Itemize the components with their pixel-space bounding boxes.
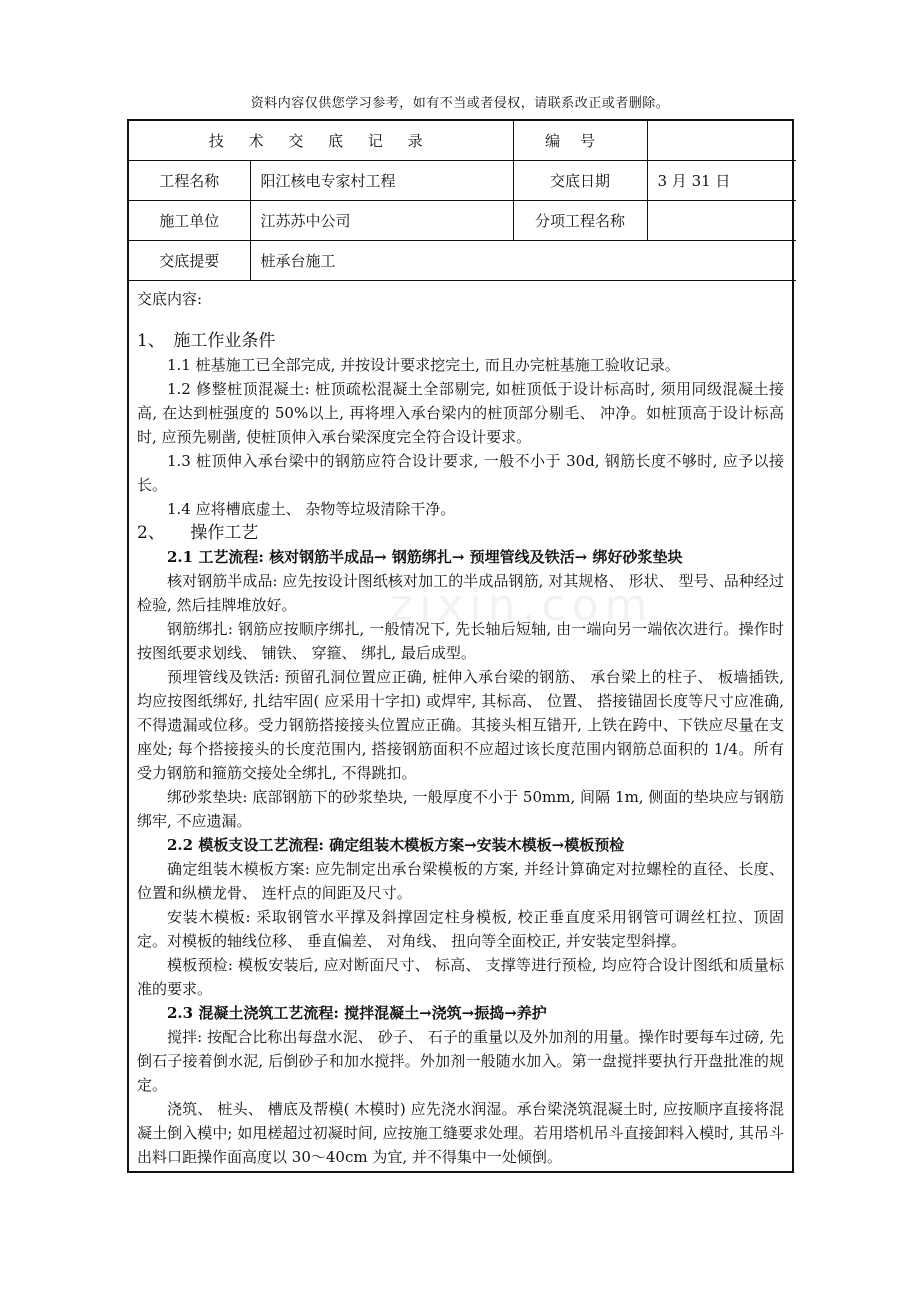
subproject-label: 分项工程名称	[513, 201, 647, 241]
content-lead: 交底内容:	[137, 290, 203, 308]
subsection-heading: 2.1 工艺流程: 核对钢筋半成品→ 钢筋绑扎→ 预埋管线及铁活→ 绑好砂浆垫块	[167, 548, 683, 566]
date-label: 交底日期	[513, 161, 647, 201]
disclosure-record-form	[127, 119, 794, 1173]
section-heading: 1、 施工作业条件	[137, 331, 276, 351]
paragraph: 1.3 桩顶伸入承台梁中的钢筋应符合设计要求, 一般不小于 30d, 钢筋长度不够时, 应予以接长。	[137, 452, 784, 494]
paragraph: 搅拌: 按配合比称出每盘水泥、 砂子、 石子的重量以及外加剂的用量。操作时要每车过磅, 先倒石子接着倒水泥, 后倒砂子和加水搅拌。外加剂一般随水加入。第一盘搅拌要执行开盘批准的规定。	[137, 1028, 784, 1094]
form-title: 技 术 交 底 记 录	[129, 121, 513, 161]
paragraph: 钢筋绑扎: 钢筋应按顺序绑扎, 一般情况下, 先长轴后短轴, 由一端向另一端依次进行。操作时按图纸要求划线、 铺铁、 穿箍、 绑扎, 最后成型。	[137, 620, 784, 662]
unit-label: 施工单位	[129, 201, 250, 241]
disclosure-content	[129, 281, 792, 1169]
subsection-heading: 2.2 模板支设工艺流程: 确定组装木模板方案→安装木模板→模板预检	[167, 836, 625, 854]
project-label: 工程名称	[129, 161, 250, 201]
paragraph: 核对钢筋半成品: 应先按设计图纸核对加工的半成品钢筋, 对其规格、 形状、 型号、品种经过检验, 然后挂牌堆放好。	[137, 572, 784, 614]
paragraph: 模板预检: 模板安装后, 应对断面尺寸、 标高、 支撑等进行预检, 均应符合设计图纸和质量标准的要求。	[137, 956, 784, 998]
date-value: 3 月 31 日	[647, 161, 796, 201]
paragraph: 1.4 应将槽底虚土、 杂物等垃圾清除干净。	[167, 500, 456, 518]
paragraph: 浇筑、 桩头、 槽底及帮模( 木模时) 应先浇水润湿。承台梁浇筑混凝土时, 应按顺序直接将混凝土倒入模中; 如甩槎超过初凝时间, 应按施工缝要求处理。若用塔机吊斗直接卸料入模时, 其吊斗出料口距操作面高度以 30～40cm 为宜, 并不得集中一处倾倒。	[137, 1100, 784, 1166]
summary-label: 交底提要	[129, 241, 250, 281]
paragraph: 预埋管线及铁活: 预留孔洞位置应正确, 桩伸入承台梁的钢筋、 承台梁上的柱子、 板墙插铁, 均应按图纸绑好, 扎结牢固( 应采用十字扣) 或焊牢, 其标高、 位置、 搭接锚固长度等尺寸应准确, 不得遗漏或位移。受力钢筋搭接接头位置应正确。其接头相互错开, 上铁在跨中、下铁应尽量在支座处; 每个搭接接头的长度范围内, 搭接钢筋面积不应超过该长度范围内钢筋总面积的 1/4。所有受力钢筋和箍筋交接处全绑扎, 不得跳扣。	[137, 668, 784, 782]
paragraph: 绑砂浆垫块: 底部钢筋下的砂浆垫块, 一般厚度不小于 50mm, 间隔 1m, 侧面的垫块应与钢筋绑牢, 不应遗漏。	[137, 788, 784, 830]
number-value	[647, 121, 796, 161]
project-value: 阳江核电专家村工程	[250, 161, 513, 201]
unit-value: 江苏苏中公司	[250, 201, 513, 241]
copyright-notice: 资料内容仅供您学习参考，如有不当或者侵权，请联系改正或者删除。	[250, 96, 670, 111]
subsection-heading: 2.3 混凝土浇筑工艺流程: 搅拌混凝土→浇筑→振捣→养护	[167, 1004, 547, 1022]
paragraph: 安装木模板: 采取钢管水平撑及斜撑固定柱身模板, 校正垂直度采用钢管可调丝杠拉、顶固定。对模板的轴线位移、 垂直偏差、 对角线、 扭向等全面校正, 并安装定型斜撑。	[137, 908, 784, 950]
watermark: zixin.com	[390, 580, 654, 631]
summary-value: 桩承台施工	[250, 241, 796, 281]
subproject-value	[647, 201, 796, 241]
paragraph: 1.1 桩基施工已全部完成, 并按设计要求挖完土, 而且办完桩基施工验收记录。	[167, 356, 680, 374]
header-table	[129, 121, 796, 281]
section-heading: 2、 操作工艺	[137, 523, 259, 543]
paragraph: 1.2 修整桩顶混凝土: 桩顶疏松混凝土全部剔完, 如桩顶低于设计标高时, 须用同级混凝土接高, 在达到桩强度的 50%以上, 再将埋入承台梁内的桩顶部分剔毛、 冲净。如桩顶高于设计标高时, 应预先剔凿, 使桩顶伸入承台梁深度完全符合设计要求。	[137, 380, 784, 446]
paragraph: 确定组装木模板方案: 应先制定出承台梁模板的方案, 并经计算确定对拉螺栓的直径、长度、 位置和纵横龙骨、 连杆点的间距及尺寸。	[137, 860, 784, 902]
number-label: 编号	[513, 121, 647, 161]
